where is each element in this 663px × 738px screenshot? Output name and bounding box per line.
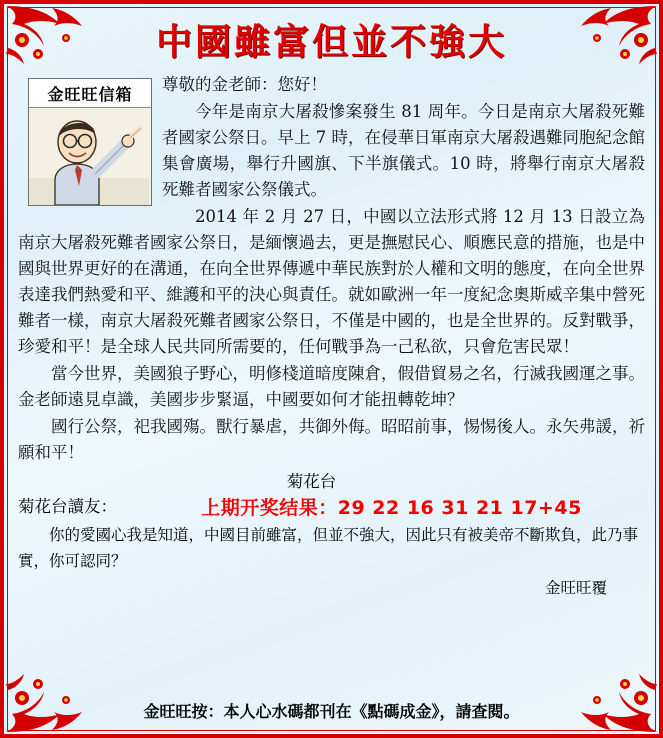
page-title: 中國雖富但並不強大	[155, 21, 507, 63]
letter-signature: 菊花台	[286, 472, 337, 491]
letter-paragraph-3: 2014 年 2 月 27 日，中國以立法形式將 12 月 13 日設立為南京大屠殺死難者國家公祭日，是緬懷過去，更是撫慰民心、順應民意的措施，也是中國與世界更好的在溝通，在向全世界傳遞中華民族對於人權和文明的態度，在向全世界表達我們熱愛和平、維護和平的決心與責任。就如歐洲一年一度紀念奧斯威辛集中營死難者一樣，南京大屠殺死難者國家公祭日，不僅是中國的，也是全世界的。反對戰爭，珍愛和平！是全球人民共同所需要的，任何戰爭為一己私欲，只會危害民眾！	[18, 207, 645, 356]
letter-paragraph-4: 當今世界，美國狼子野心，明修棧道暗度陳倉，假借貿易之名，行滅我國運之事。金老師遠見卓識，美國步步緊逼，中國要如何才能扭轉乾坤？	[18, 364, 645, 409]
reply-text: 你的愛國心我是知道，中國目前雖富，但並不強大，因此只有被美帝不斷欺負，此乃事實，你可認同？	[18, 526, 639, 570]
footer-note: 金旺旺按：本人心水碼都刊在《點碼成金》，請查閱。	[143, 702, 520, 721]
letter-paragraph-5: 國行公祭，祀我國殤。獸行暴虐，共御外侮。昭昭前事，惕惕後人。永矢弗諼，祈願和平！	[18, 417, 645, 462]
mailbox-title: 金旺旺信箱	[29, 79, 151, 108]
reply-greeting: 菊花台讀友：	[18, 497, 117, 516]
reply-signature: 金旺旺覆	[544, 579, 607, 597]
man-pointing-illustration	[29, 108, 151, 205]
article-body	[18, 72, 645, 686]
letter-paragraph-2: 今年是南京大屠殺慘案發生 81 周年。今日是南京大屠殺死難者國家公祭日。早上 7 時，在侵華日軍南京大屠殺遇難同胞紀念館集會廣場，舉行升國旗、下半旗儀式。10 時，將舉行南京大屠殺死難者國家公祭儀式。	[162, 102, 645, 199]
lottery-result-numbers: 29 22 16 31 21 17+45	[337, 497, 582, 519]
mailbox-figure	[28, 78, 152, 206]
lottery-result-label: 上期开奖结果：	[201, 497, 338, 519]
letter-paragraph-1: 尊敬的金老師：您好！	[162, 75, 327, 94]
